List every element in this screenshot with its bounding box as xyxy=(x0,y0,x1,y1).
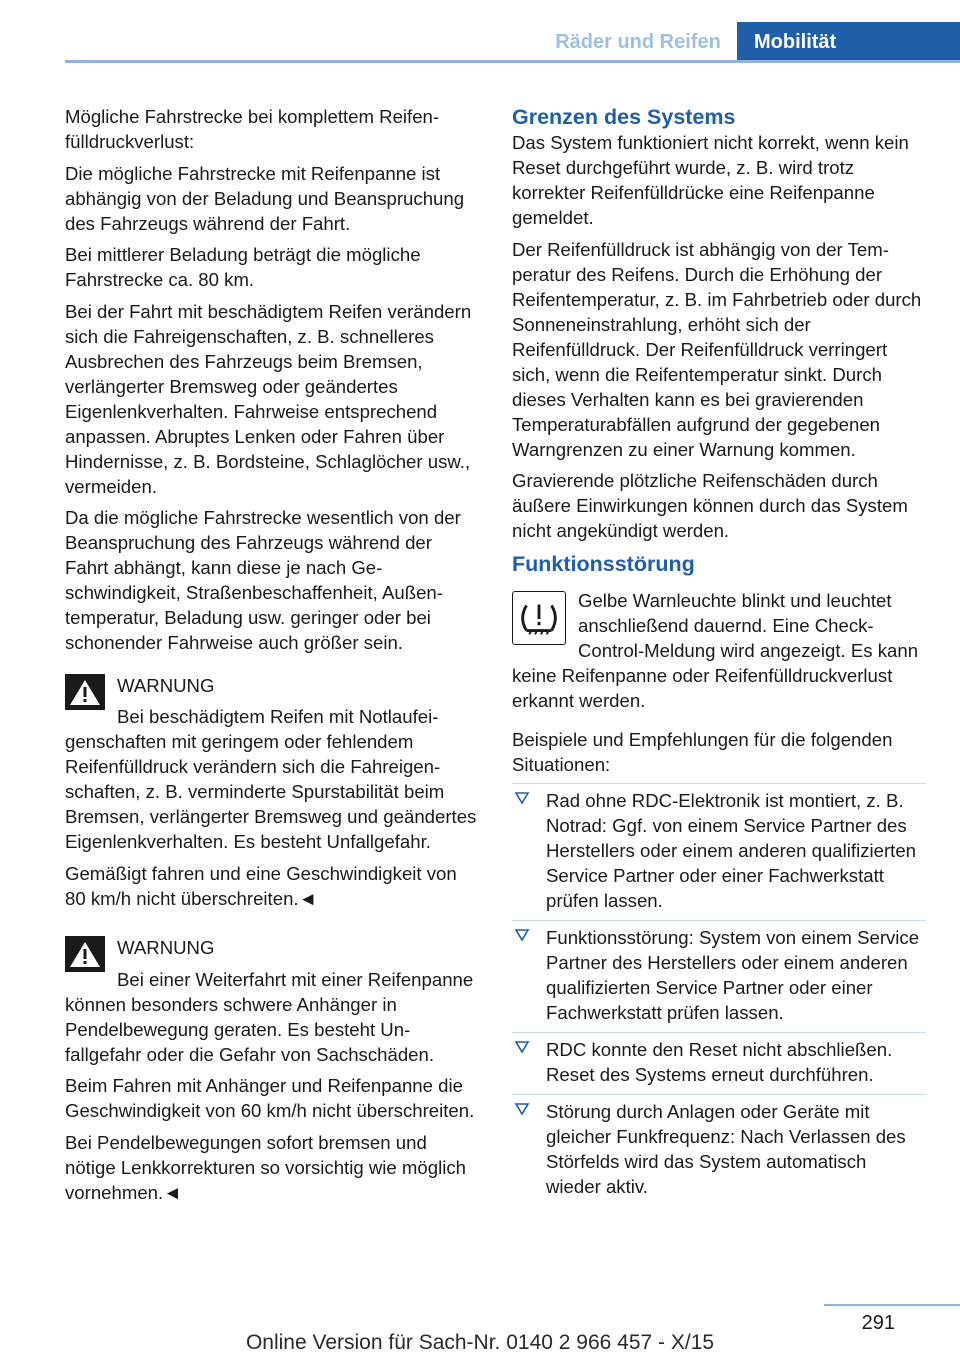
list-item-text: RDC konnte den Reset nicht abschließen. Reset des Systems erneut durchführen. xyxy=(546,1039,893,1085)
list-item-text: Funktionsstörung: System von einem Service Partner des Herstellers oder einem anderen qualifizierten Service Partner oder einer Fachwerkstatt prüfen lassen. xyxy=(546,927,920,1023)
list-item xyxy=(512,921,926,1033)
paragraph: Mögliche Fahrstrecke bei komplettem Reifenfülldruckverlust: xyxy=(65,106,440,152)
examples-list xyxy=(512,783,926,1206)
triangle-bullet-icon xyxy=(514,1039,530,1055)
warning-text: Bei Pendelbewegungen sofort bremsen und nötige Lenkkorrekturen so vorsichtig wie möglich vornehmen.◄ xyxy=(65,1131,466,1203)
section-heading-fault: Funktionsstörung xyxy=(512,552,695,576)
paragraph: Gravierende plötzliche Reifenschäden durch äußere Einwirkungen können durch das System nicht angekündigt werden. xyxy=(512,470,908,541)
left-column xyxy=(65,104,477,1211)
warning-text: Beim Fahren mit Anhänger und Reifenpanne die Geschwindigkeit von 60 km/h nicht überschreiten. xyxy=(65,1075,475,1121)
footer-text: Online Version für Sach-Nr. 0140 2 966 457 - X/15 xyxy=(245,1331,715,1354)
paragraph: Das System funktioniert nicht korrekt, wenn kein Reset durchgeführt wurde, z. B. wird trotz korrekter Reifenfülldrücke eine Reifenpanne gemeldet. xyxy=(512,132,909,228)
footer-divider xyxy=(824,1304,960,1306)
paragraph: Da die mögliche Fahrstrecke wesentlich von der Beanspruchung des Fahrzeugs während der Fahrt abhängt, kann diese je nach Geschwindigkeit, Straßenbeschaffenheit, Außentemperatur, Beladung usw. geringer oder bei schonender Fahrweise auch größer sein. xyxy=(65,507,461,653)
warning-text: Bei einer Weiterfahrt mit einer Reifenpanne können besonders schwere Anhänger in Pendelbewegung geraten. Es besteht Unfallgefahr oder die Gefahr von Sachschäden. xyxy=(65,968,474,1065)
list-item xyxy=(512,1095,926,1206)
list-item-text: Rad ohne RDC-Elektronik ist montiert, z. B. Notrad: Ggf. von einem Service Partner des Herstellers oder einem anderen qualifizierten Service Partner oder einer Fachwerkstatt prüfen lassen. xyxy=(546,790,917,911)
list-item xyxy=(512,784,926,921)
paragraph: Gelbe Warnleuchte blinkt und leuchtet anschließend dauernd. Eine Check-Control-Meldung wird angezeigt. Es kann keine Reifenpanne oder Reifenfülldruckverlust erkannt werden. xyxy=(512,590,919,711)
warning-text: Gemäßigt fahren und eine Geschwindigkeit von 80 km/h nicht überschreiten.◄ xyxy=(65,862,457,909)
header-divider xyxy=(65,60,960,63)
list-item-text: Störung durch Anlagen oder Geräte mit gleicher Funkfrequenz: Nach Verlassen des Störfelds wird das System automatisch wieder aktiv. xyxy=(546,1101,906,1197)
triangle-bullet-icon xyxy=(514,927,530,943)
warning-block-1 xyxy=(65,673,477,911)
triangle-bullet-icon xyxy=(514,790,530,806)
warning-text: Bei beschädigtem Reifen mit Notlaufeigenschaften mit geringem oder fehlendem Reifenfülldruck verändern sich die Fahreigenschaften, z. B. verminderte Spurstabilität beim Bremsen, verlängerter Bremsweg und geändertes Eigenlenkverhalten. Es besteht Unfallgefahr. xyxy=(65,706,477,852)
section-heading-limits: Grenzen des Systems xyxy=(512,105,736,129)
paragraph: Bei mittlerer Beladung beträgt die mögliche Fahrstrecke ca. 80 km. xyxy=(65,244,421,290)
paragraph: Der Reifenfülldruck ist abhängig von der Temperatur des Reifens. Durch die Erhöhung der Reifentemperatur, z. B. im Fahrbetrieb oder durch Sonneneinstrahlung, erhöht sich der Reifenfülldruck. Der Reifenfülldruck verringert sich, wenn die Reifentemperatur sinkt. Durch dieses Verhalten kann es bei gravierenden Temperaturabfällen aufgrund der gegebenen Warngrenzen zu einer Warnung kommen. xyxy=(512,238,922,460)
fault-block xyxy=(512,588,926,713)
list-item xyxy=(512,1033,926,1095)
warning-block-2 xyxy=(65,935,477,1205)
paragraph: Beispiele und Empfehlungen für die folgenden Situationen: xyxy=(512,728,893,775)
right-column xyxy=(512,104,926,1206)
tire-pressure-warning-lamp-icon xyxy=(512,591,566,645)
warning-label: WARNUNG xyxy=(117,674,215,696)
tab-raeder-und-reifen[interactable]: Räder und Reifen xyxy=(555,31,721,53)
warning-triangle-icon xyxy=(65,936,105,972)
page-number: 291 xyxy=(861,1312,895,1334)
warning-triangle-icon xyxy=(65,674,105,710)
tab-mobilitaet[interactable]: Mobilität xyxy=(737,22,960,63)
paragraph: Die mögliche Fahrstrecke mit Reifenpanne ist abhängig von der Beladung und Beanspruchung des Fahrzeugs während der Fahrt. xyxy=(65,162,465,234)
warning-label: WARNUNG xyxy=(117,937,215,958)
paragraph: Bei der Fahrt mit beschädigtem Reifen verändern sich die Fahreigenschaften, z. B. schnelleres Ausbrechen des Fahrzeugs beim Bremsen, verlängerter Bremsweg oder geändertes Eigenlenkverhalten. Fahrweise entsprechend anpassen. Abruptes Lenken oder Fahren über Hindernisse, z. B. Bordsteine, Schlaglöcher usw., vermeiden. xyxy=(65,300,472,497)
triangle-bullet-icon xyxy=(514,1101,530,1117)
